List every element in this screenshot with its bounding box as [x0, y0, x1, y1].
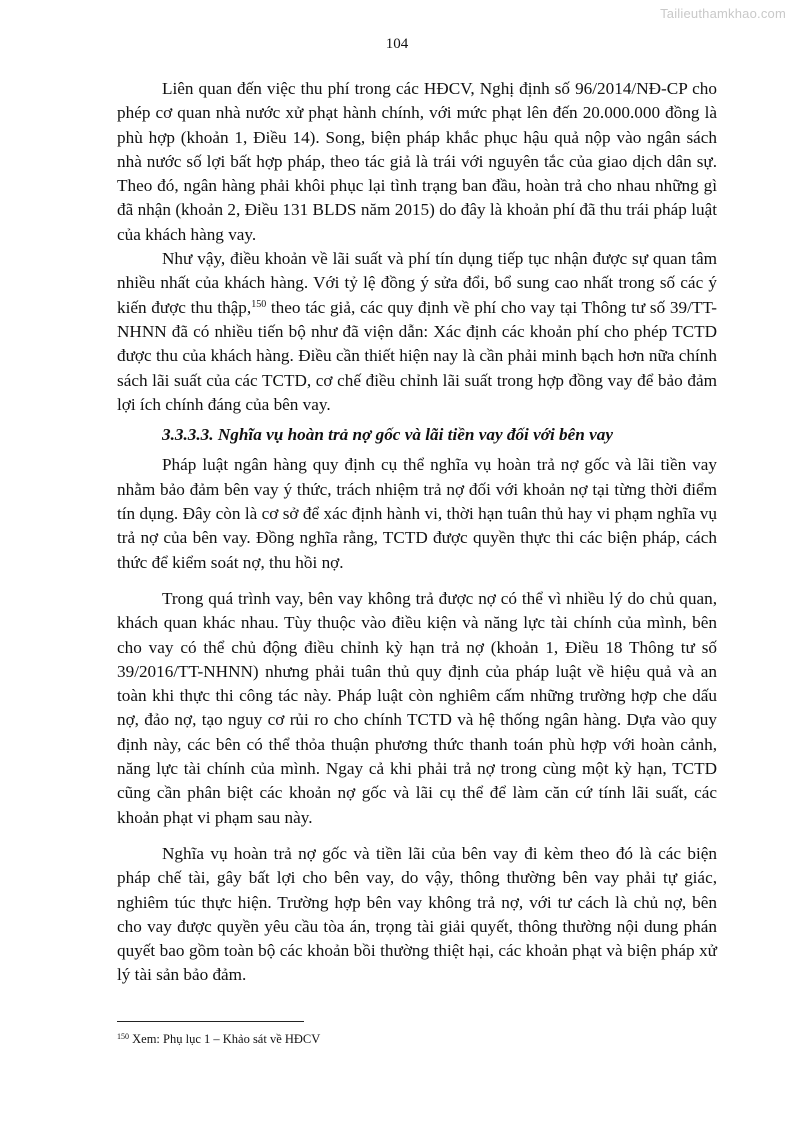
footnote — [117, 1031, 717, 1047]
paragraph: Pháp luật ngân hàng quy định cụ thể nghĩa vụ hoàn trả nợ gốc và lãi tiền vay nhằm bảo đảm bên vay ý thức, trách nhiệm trả nợ đối với khoản nợ tại từng thời điểm tín dụng. Đây còn là cơ sở để xác định hành vi, thời hạn tuân thủ hay vi phạm nghĩa vụ trả nợ của bên vay. Đồng nghĩa rằng, TCTD được quyền thực thi các biện pháp, cách thức để kiểm soát nợ, thu hồi nợ. — [117, 455, 717, 572]
footnote-number: 150 — [117, 1032, 129, 1041]
footnote-text: Xem: Phụ lục 1 – Khảo sát về HĐCV — [129, 1032, 321, 1046]
paragraph: Trong quá trình vay, bên vay không trả được nợ có thể vì nhiều lý do chủ quan, khách quan khác nhau. Tùy thuộc vào điều kiện và năng lực tài chính của mình, bên cho vay có thể chủ động điều chỉnh kỳ hạn trả nợ (khoản 1, Điều 18 Thông tư số 39/2016/TT-NHNN) nhưng phải tuân thủ quy định của pháp luật về hiệu quả và an toàn khi thực thi công tác này. Pháp luật còn nghiêm cấm những trường hợp che dấu nợ, đảo nợ, tạo nguy cơ rủi ro cho chính TCTD và hệ thống ngân hàng. Dựa vào quy định này, các bên có thể thỏa thuận phương thức thanh toán phù hợp với hoàn cảnh, năng lực tài chính của mình. Ngay cả khi phải trả nợ trong cùng một kỳ hạn, TCTD cũng cần phân biệt các khoản nợ gốc và lãi cụ thể để làm căn cứ tính lãi suất, các khoản phạt vi phạm sau này. — [117, 588, 717, 827]
body-text — [117, 77, 717, 988]
paragraph: Nghĩa vụ hoàn trả nợ gốc và tiền lãi của bên vay đi kèm theo đó là các biện pháp chế tài, gây bất lợi cho bên vay, do vậy, thông thường bên vay phải tự giác, nghiêm túc thực hiện. Trường hợp bên vay không trả nợ, với tư cách là chủ nợ, bên cho vay được quyền yêu cầu tòa án, trọng tài giải quyết, thông thường nội dung phán quyết bao gồm toàn bộ các khoản bồi thường thiệt hại, các khoản phạt và biện pháp xử lý tài sản bảo đảm. — [117, 843, 717, 985]
section-heading: 3.3.3.3. Nghĩa vụ hoàn trả nợ gốc và lãi tiền vay đối với bên vay — [162, 425, 613, 445]
paragraph-text: theo tác giả, các quy định về phí cho vay tại Thông tư số 39/TT-NHNN đã có nhiều tiến bộ như đã viện dẫn: Xác định các khoản phí cho phép TCTD được thu của khách hàng. Điều cần thiết hiện nay là cần phải minh bạch hơn nữa chính sách lãi suất của các TCTD, cơ chế điều chỉnh lãi suất trong hợp đồng vay để bảo đảm lợi ích chính đáng của bên vay. — [117, 297, 717, 414]
page-number: 104 — [385, 36, 409, 52]
paragraph: Liên quan đến việc thu phí trong các HĐCV, Nghị định số 96/2014/NĐ-CP cho phép cơ quan nhà nước xử phạt hành chính, với mức phạt lên đến 20.000.000 đồng là phù hợp (khoản 1, Điều 14). Song, biện pháp khắc phục hậu quả nộp vào ngân sách nhà nước số lợi bất hợp pháp, theo tác giả là trái với nguyên tắc của giao dịch dân sự. Theo đó, ngân hàng phải khôi phục lại tình trạng ban đầu, hoàn trả cho nhau những gì đã nhận (khoản 2, Điều 131 BLDS năm 2015) do đây là khoản phí đã thu trái pháp luật của khách hàng vay. — [117, 79, 717, 244]
watermark: Tailieuthamkhao.com — [660, 6, 786, 21]
paragraph — [117, 247, 717, 417]
footnote-divider — [117, 1021, 304, 1022]
paragraph-text: Như vậy, điều khoản về lãi suất và phí tín dụng tiếp tục nhận được sự quan tâm nhiều nhất của khách hàng. Với tỷ lệ đồng ý sửa đổi, bổ sung cao nhất trong số các ý kiến được thu thập, — [117, 249, 717, 317]
footnote-reference[interactable]: 150 — [251, 298, 267, 310]
